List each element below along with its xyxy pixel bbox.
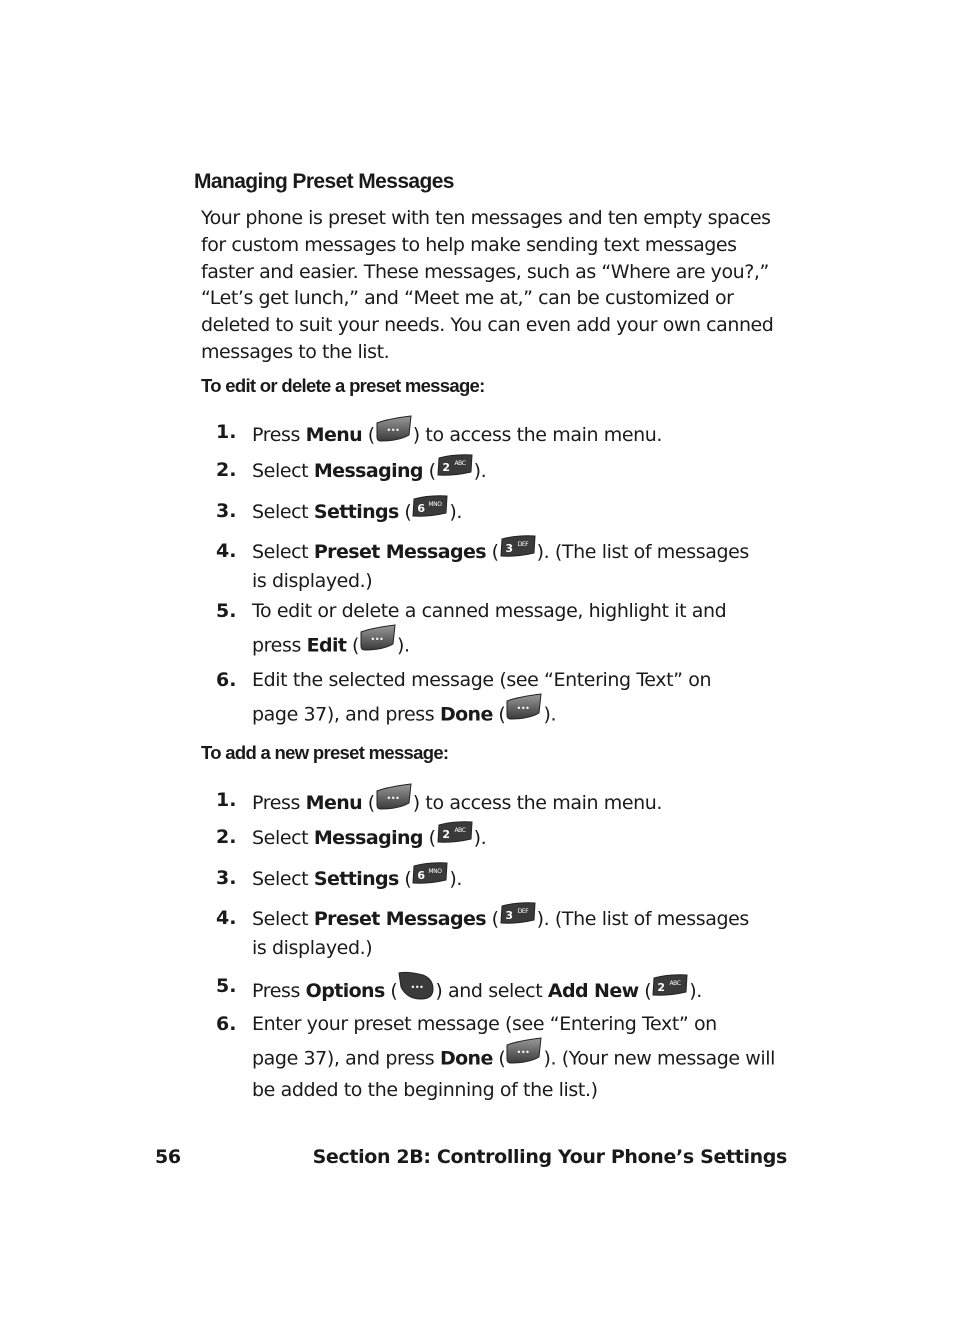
menu-key-icon — [397, 969, 435, 1010]
svg-text:6: 6 — [417, 869, 426, 882]
key-2-abc-icon — [436, 453, 474, 486]
section-title: Section 2B: Controlling Your Phone’s Settings — [312, 1146, 787, 1168]
step-number: 6. — [216, 669, 237, 691]
step-number: 3. — [216, 500, 237, 522]
step-number: 4. — [216, 540, 237, 562]
key-3-def-icon — [499, 901, 537, 934]
svg-text:3: 3 — [504, 542, 513, 555]
key-6-mno-icon — [411, 861, 449, 894]
svg-text:•••: ••• — [386, 426, 400, 435]
svg-text:•••: ••• — [386, 794, 400, 803]
key-3-def-icon — [499, 534, 537, 567]
left-softkey-icon — [505, 693, 543, 733]
svg-text:•••: ••• — [516, 704, 530, 713]
key-2-abc-icon — [651, 973, 689, 1006]
svg-text:•••: ••• — [410, 983, 424, 992]
step-number: 4. — [216, 907, 237, 929]
svg-text:•••: ••• — [516, 1048, 530, 1057]
svg-text:2: 2 — [441, 828, 450, 841]
left-softkey-icon — [375, 415, 413, 452]
svg-text:ABC: ABC — [669, 980, 681, 987]
svg-text:ABC: ABC — [454, 827, 466, 834]
svg-text:•••: ••• — [370, 635, 384, 644]
step-number: 2. — [216, 826, 237, 848]
step-number: 3. — [216, 867, 237, 889]
svg-text:2: 2 — [441, 461, 450, 474]
svg-text:MNO: MNO — [428, 868, 443, 875]
key-6-mno-icon — [411, 494, 449, 527]
svg-text:3: 3 — [504, 909, 513, 922]
add-subhead: To add a new preset message: — [201, 742, 449, 763]
edit-subhead: To edit or delete a preset message: — [201, 375, 485, 396]
left-softkey-icon — [505, 1037, 543, 1077]
step-number: 2. — [216, 459, 237, 481]
step-number: 5. — [216, 600, 237, 622]
svg-text:ABC: ABC — [454, 460, 466, 467]
svg-text:6: 6 — [417, 502, 426, 515]
key-2-abc-icon — [436, 820, 474, 853]
left-softkey-icon — [359, 624, 397, 664]
section-heading: Managing Preset Messages — [194, 170, 454, 193]
svg-text:2: 2 — [657, 981, 665, 994]
left-softkey-icon — [375, 783, 413, 820]
page-number: 56 — [155, 1146, 181, 1168]
step-number: 6. — [216, 1013, 237, 1035]
step-number: 5. — [216, 975, 237, 997]
step-number: 1. — [216, 421, 237, 443]
step-number: 1. — [216, 789, 237, 811]
svg-text:DEF: DEF — [517, 541, 528, 548]
svg-text:DEF: DEF — [517, 908, 528, 915]
svg-text:MNO: MNO — [428, 501, 443, 508]
intro-paragraph: Your phone is preset with ten messages and ten empty spaces for custom messages to help make sending text messages faster and easier. These messages, such as “Where are you?,” “Let’s get lunch,” and “Meet me at,” can be customized or deleted to suit your needs. You can even add your own canned messages to the list. — [201, 207, 774, 363]
